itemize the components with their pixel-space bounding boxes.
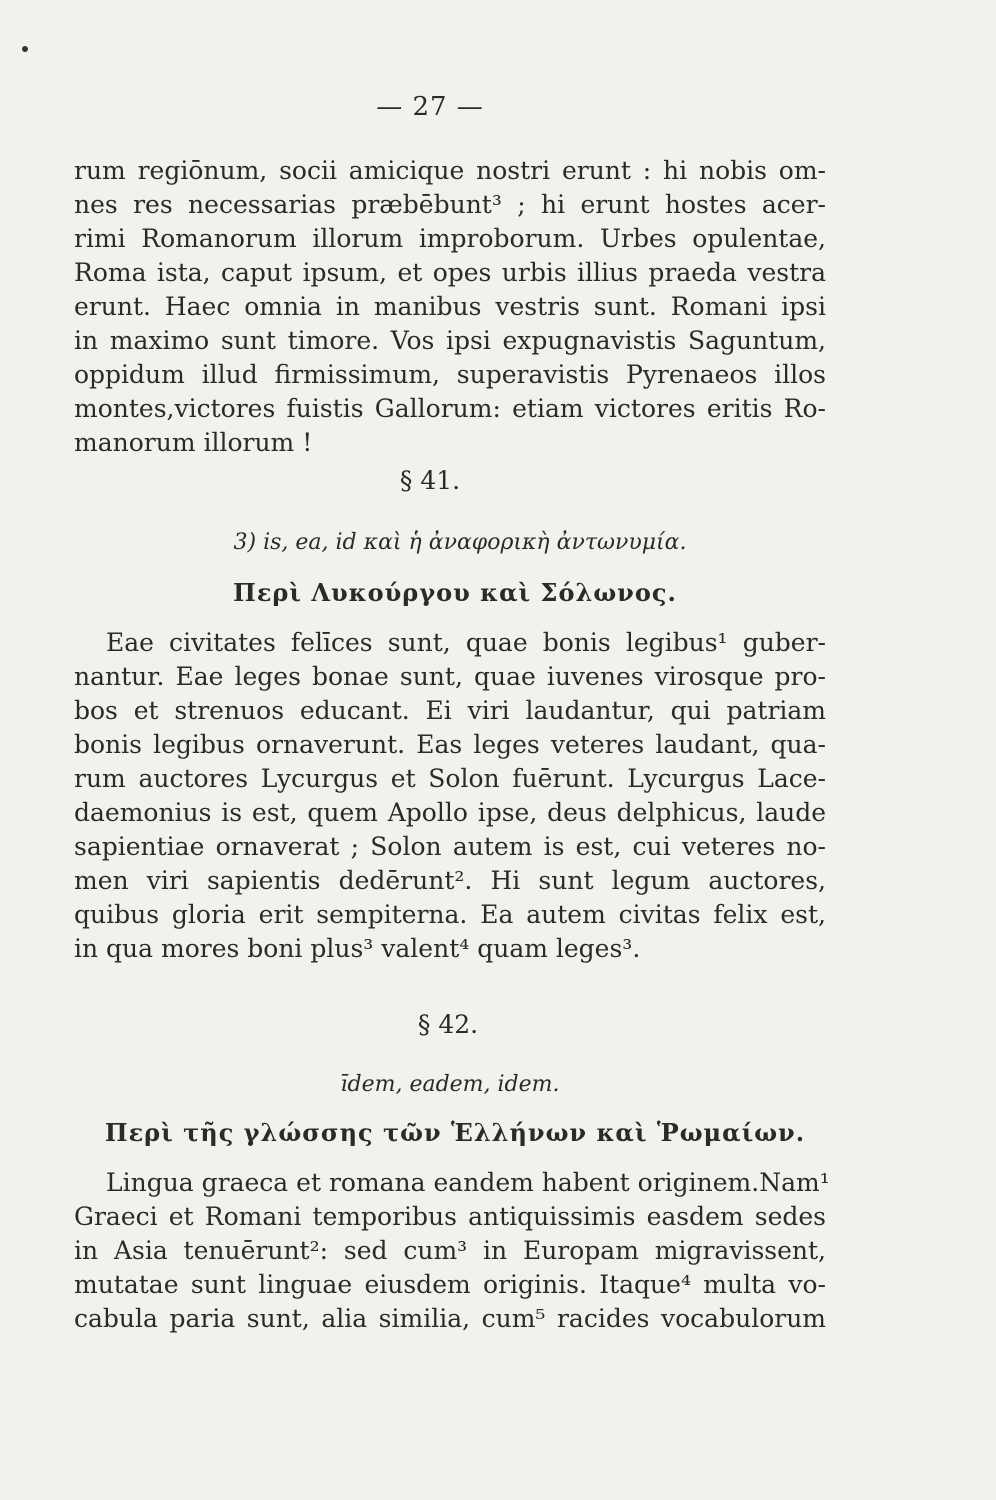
text-line: in maximo sunt timore. Vos ipsi expugnavistis Saguntum,	[74, 326, 826, 355]
text-line: Eae civitates felīces sunt, quae bonis legibus¹ guber-	[106, 628, 826, 657]
section-number-41: § 41.	[399, 466, 461, 495]
paragraph-41	[74, 626, 826, 966]
text-line: nes res necessarias præbēbunt³ ; hi erunt hostes acer-	[74, 190, 826, 219]
text-line: manorum illorum !	[74, 428, 313, 457]
section-subtitle-41: 3) is, ea, id καὶ ἡ ἀναφορικὴ ἀντωνυμία.	[233, 530, 687, 555]
text-line: nantur. Eae leges bonae sunt, quae iuvenes virosque pro-	[74, 662, 826, 691]
section-subtitle-42: īdem, eadem, idem.	[340, 1072, 560, 1097]
text-line: oppidum illud firmissimum, superavistis Pyrenaeos illos	[74, 360, 826, 389]
text-line: Roma ista, caput ipsum, et opes urbis illius praeda vestra	[74, 258, 826, 287]
text-line: montes,victores fuistis Gallorum: etiam victores eritis Ro-	[74, 394, 826, 423]
ink-speck	[22, 46, 28, 52]
paragraph-42	[74, 1166, 830, 1336]
text-line: bonis legibus ornaverunt. Eas leges veteres laudant, qua-	[74, 730, 826, 759]
section-heading-42: Περὶ τῆς γλώσσης τῶν Ἑλλήνων καὶ Ῥωμαίων.	[104, 1118, 806, 1147]
section-number-42: § 42.	[417, 1010, 479, 1039]
text-line: bos et strenuos educant. Ei viri laudantur, qui patriam	[74, 696, 826, 725]
text-line: mutatae sunt linguae eiusdem originis. Itaque⁴ multa vo-	[74, 1270, 826, 1299]
text-line: Graeci et Romani temporibus antiquissimis easdem sedes	[74, 1202, 826, 1231]
text-line: rimi Romanorum illorum improborum. Urbes opulentae,	[74, 224, 826, 253]
text-line: cabula paria sunt, alia similia, cum⁵ racides vocabulorum	[74, 1304, 826, 1333]
text-line: quibus gloria erit sempiterna. Ea autem civitas felix est,	[74, 900, 826, 929]
page-number: — 27 —	[376, 92, 484, 122]
paragraph-1	[74, 154, 826, 460]
text-line: daemonius is est, quem Apollo ipse, deus delphicus, laude	[74, 798, 826, 827]
text-line: Lingua graeca et romana eandem habent originem.Nam¹	[106, 1168, 830, 1197]
text-line: rum auctores Lycurgus et Solon fuērunt. Lycurgus Lace-	[74, 764, 826, 793]
text-line: rum regiōnum, socii amicique nostri erunt : hi nobis om-	[74, 156, 826, 185]
text-line: sapientiae ornaverat ; Solon autem is est, cui veteres no-	[74, 832, 826, 861]
text-line: men viri sapientis dedērunt². Hi sunt legum auctores,	[74, 866, 826, 895]
text-line: in qua mores boni plus³ valent⁴ quam leges³.	[74, 934, 641, 963]
text-line: erunt. Haec omnia in manibus vestris sunt. Romani ipsi	[74, 292, 826, 321]
text-line: in Asia tenuērunt²: sed cum³ in Europam migravissent,	[74, 1236, 826, 1265]
section-heading-41: Περὶ Λυκούργου καὶ Σόλωνος.	[233, 578, 677, 607]
